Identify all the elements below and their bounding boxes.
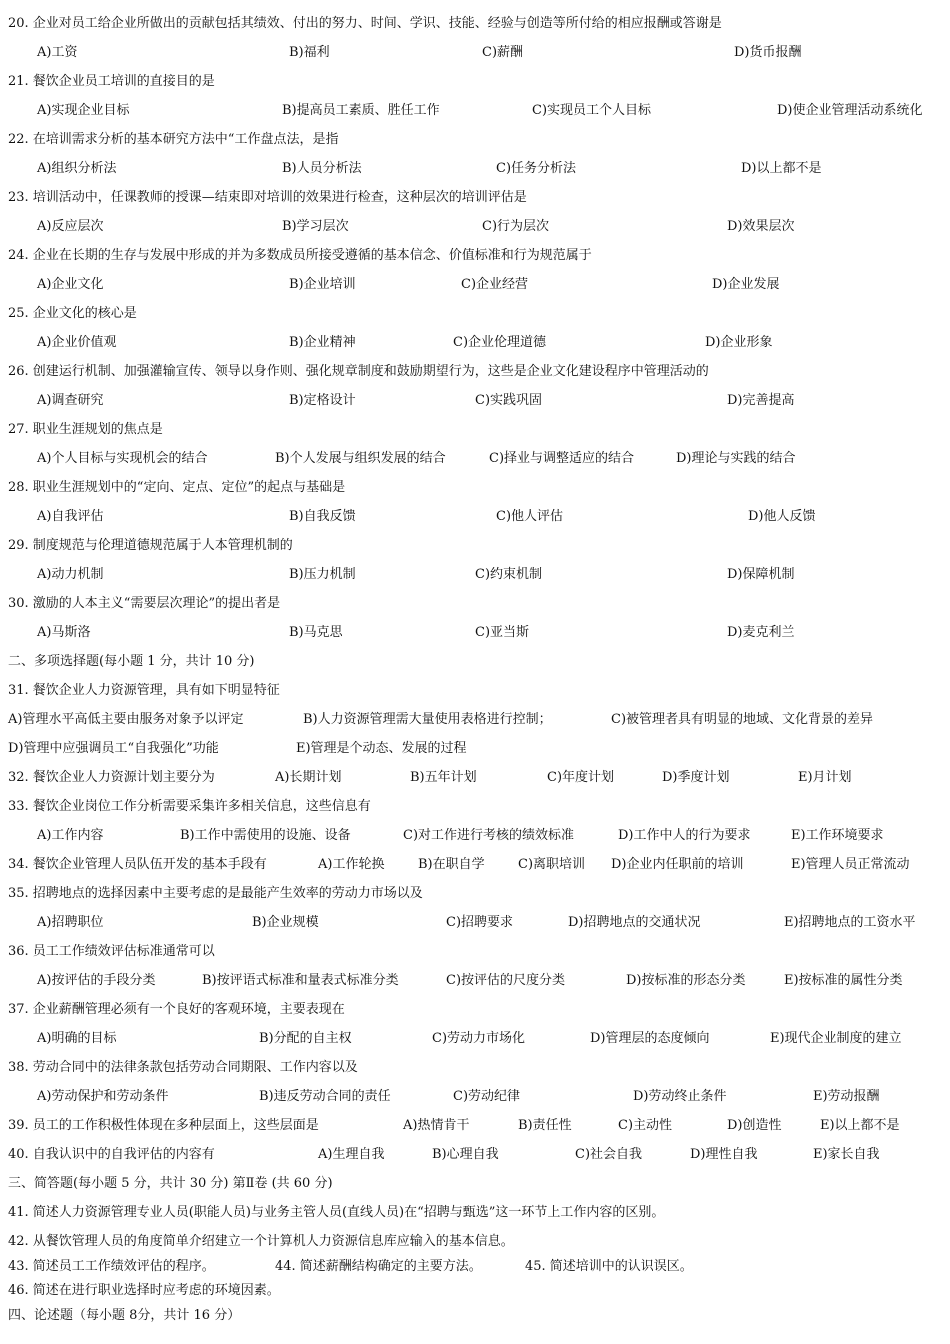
question-44: 44. 简述薪酬结构确定的主要方法。 <box>275 1259 482 1274</box>
question-text: 24. 企业在长期的生存与发展中形成的并为多数成员所接受遵循的基本信念、价值标准和行为规范属于 <box>8 248 592 263</box>
option-a: A)企业文化 <box>37 277 104 292</box>
option-a: A)招聘职位 <box>37 915 104 930</box>
question-text: 22. 在培训需求分析的基本研究方法中“工作盘点法，是指 <box>8 132 339 147</box>
question-text: 34. 餐饮企业管理人员队伍开发的基本手段有 <box>8 857 267 872</box>
question-23 <box>0 188 950 208</box>
option-a: A)生理自我 <box>318 1147 385 1162</box>
question-36-options <box>0 971 950 991</box>
question-27-options <box>0 449 950 469</box>
option-c: C)企业经营 <box>461 277 529 292</box>
section-4-title: 四、论述题（每小题 8分，共计 16 分） <box>8 1308 241 1323</box>
question-37-options <box>0 1029 950 1049</box>
question-28 <box>0 478 950 498</box>
question-text: 35. 招聘地点的选择因素中主要考虑的是最能产生效率的劳动力市场以及 <box>8 886 423 901</box>
option-c: C)劳动纪律 <box>453 1089 521 1104</box>
option-c: C)约束机制 <box>475 567 543 582</box>
question-text: 40. 自我认识中的自我评估的内容有 <box>8 1147 215 1162</box>
question-text: 38. 劳动合同中的法律条款包括劳动合同期限、工作内容以及 <box>8 1060 358 1075</box>
option-d: D)管理中应强调员工“自我强化”功能 <box>8 741 219 756</box>
option-a: A)实现企业目标 <box>37 103 130 118</box>
question-29 <box>0 536 950 556</box>
option-c: C)按评估的尺度分类 <box>446 973 566 988</box>
option-e: E)现代企业制度的建立 <box>770 1031 902 1046</box>
option-e: E)招聘地点的工资水平 <box>784 915 916 930</box>
question-text: 42. 从餐饮管理人员的角度简单介绍建立一个计算机人力资源信息库应输入的基本信息。 <box>8 1234 514 1249</box>
question-26 <box>0 362 950 382</box>
question-42 <box>0 1232 950 1252</box>
option-c: C)主动性 <box>618 1118 673 1133</box>
option-e: E)管理人员正常流动 <box>791 857 910 872</box>
option-e: E)月计划 <box>798 770 852 785</box>
question-20 <box>0 14 950 34</box>
question-36 <box>0 942 950 962</box>
section-heading <box>0 1306 950 1326</box>
option-b: B)学习层次 <box>282 219 349 234</box>
question-20-options <box>0 43 950 63</box>
option-a: A)工资 <box>37 45 78 60</box>
option-c: C)实现员工个人目标 <box>532 103 652 118</box>
question-text: 46. 简述在进行职业选择时应考虑的环境因素。 <box>8 1283 280 1298</box>
option-c: C)企业伦理道德 <box>453 335 547 350</box>
option-b: B)福利 <box>289 45 330 60</box>
question-30 <box>0 594 950 614</box>
question-25 <box>0 304 950 324</box>
option-c: C)招聘要求 <box>446 915 514 930</box>
option-a: A)劳动保护和劳动条件 <box>37 1089 169 1104</box>
question-37 <box>0 1000 950 1020</box>
question-text: 23. 培训活动中，任课教师的授课—结束即对培训的效果进行检查，这种层次的培训评估是 <box>8 190 527 205</box>
question-41 <box>0 1203 950 1223</box>
option-a: A)明确的目标 <box>37 1031 117 1046</box>
question-39 <box>0 1116 950 1136</box>
option-e: E)以上都不是 <box>820 1118 900 1133</box>
question-25-options <box>0 333 950 353</box>
question-21 <box>0 72 950 92</box>
option-c: C)离职培训 <box>518 857 586 872</box>
option-a: A)工作内容 <box>37 828 104 843</box>
option-b: B)违反劳动合同的责任 <box>259 1089 391 1104</box>
question-31-options-row1 <box>0 710 950 730</box>
question-text: 25. 企业文化的核心是 <box>8 306 137 321</box>
option-c: C)被管理者具有明显的地域、文化背景的差异 <box>611 712 874 727</box>
option-a: A)工作轮换 <box>318 857 385 872</box>
question-45: 45. 简述培训中的认识误区。 <box>525 1259 693 1274</box>
question-text: 36. 员工工作绩效评估标准通常可以 <box>8 944 215 959</box>
option-d: D)理论与实践的结合 <box>676 451 796 466</box>
question-22-options <box>0 159 950 179</box>
option-d: D)工作中人的行为要求 <box>618 828 751 843</box>
option-c: C)薪酬 <box>482 45 524 60</box>
question-35-options <box>0 913 950 933</box>
question-text: 39. 员工的工作积极性体现在多种层面上，这些层面是 <box>8 1118 319 1133</box>
question-24 <box>0 246 950 266</box>
question-46 <box>0 1281 950 1301</box>
option-b: B)责任性 <box>518 1118 572 1133</box>
option-d: D)理性自我 <box>690 1147 758 1162</box>
option-c: C)亚当斯 <box>475 625 530 640</box>
question-30-options <box>0 623 950 643</box>
question-text: 21. 餐饮企业员工培训的直接目的是 <box>8 74 215 89</box>
question-31-options-row2 <box>0 739 950 759</box>
option-c: C)年度计划 <box>547 770 615 785</box>
option-d: D)企业形象 <box>705 335 773 350</box>
question-26-options <box>0 391 950 411</box>
option-d: D)招聘地点的交通状况 <box>568 915 701 930</box>
option-c: C)择业与调整适应的结合 <box>489 451 635 466</box>
option-e: E)工作环境要求 <box>791 828 884 843</box>
option-a: A)自我评估 <box>37 509 104 524</box>
option-b: B)定格设计 <box>289 393 356 408</box>
question-38-options <box>0 1087 950 1107</box>
option-c: C)对工作进行考核的绩效标准 <box>403 828 575 843</box>
option-b: B)提高员工素质、胜任工作 <box>282 103 440 118</box>
option-d: D)完善提高 <box>727 393 795 408</box>
question-27 <box>0 420 950 440</box>
option-d: D)劳动终止条件 <box>633 1089 727 1104</box>
option-c: C)他人评估 <box>496 509 564 524</box>
option-e: E)劳动报酬 <box>813 1089 880 1104</box>
section-heading <box>0 652 950 672</box>
option-c: C)行为层次 <box>482 219 550 234</box>
question-24-options <box>0 275 950 295</box>
question-38 <box>0 1058 950 1078</box>
option-d: D)季度计划 <box>662 770 730 785</box>
question-text: 31. 餐饮企业人力资源管理，具有如下明显特征 <box>8 683 280 698</box>
option-b: B)人力资源管理需大量使用表格进行控制； <box>303 712 552 727</box>
option-a: A)管理水平高低主要由服务对象予以评定 <box>8 712 244 727</box>
option-b: B)在职自学 <box>418 857 485 872</box>
option-d: D)货币报酬 <box>734 45 802 60</box>
option-c: C)社会自我 <box>575 1147 643 1162</box>
option-b: B)企业培训 <box>289 277 356 292</box>
option-d: D)使企业管理活动系统化 <box>777 103 923 118</box>
option-c: C)实践巩固 <box>475 393 543 408</box>
option-b: B)企业规模 <box>252 915 319 930</box>
question-40 <box>0 1145 950 1165</box>
questions-43-45 <box>0 1257 950 1277</box>
option-d: D)按标准的形态分类 <box>626 973 746 988</box>
option-b: B)按评语式标准和量表式标准分类 <box>202 973 399 988</box>
question-31 <box>0 681 950 701</box>
option-e: E)家长自我 <box>813 1147 880 1162</box>
option-c: C)劳动力市场化 <box>432 1031 526 1046</box>
question-33-options <box>0 826 950 846</box>
option-e: E)管理是个动态、发展的过程 <box>296 741 467 756</box>
question-text: 29. 制度规范与伦理道德规范属于人本管理机制的 <box>8 538 293 553</box>
option-b: B)压力机制 <box>289 567 356 582</box>
question-text: 41. 简述人力资源管理专业人员(职能人员)与业务主管人员(直线人员)在“招聘与甄选”这一环节上工作内容的区别。 <box>8 1205 665 1220</box>
option-b: B)工作中需使用的设施、设备 <box>180 828 351 843</box>
option-c: C)任务分析法 <box>496 161 577 176</box>
option-d: D)他人反馈 <box>748 509 816 524</box>
section-heading <box>0 1174 950 1194</box>
option-d: D)保障机制 <box>727 567 795 582</box>
question-text: 30. 激励的人本主义“需要层次理论”的提出者是 <box>8 596 281 611</box>
option-b: B)五年计划 <box>410 770 477 785</box>
option-d: D)企业发展 <box>712 277 780 292</box>
option-d: D)效果层次 <box>727 219 795 234</box>
option-a: A)动力机制 <box>37 567 104 582</box>
option-a: A)长期计划 <box>275 770 342 785</box>
option-e: E)按标准的属性分类 <box>784 973 903 988</box>
option-a: A)个人目标与实现机会的结合 <box>37 451 208 466</box>
option-a: A)按评估的手段分类 <box>37 973 156 988</box>
section-2-title: 二、多项选择题(每小题 1 分，共计 10 分) <box>8 654 255 669</box>
question-text: 37. 企业薪酬管理必须有一个良好的客观环境，主要表现在 <box>8 1002 345 1017</box>
question-text: 33. 餐饮企业岗位工作分析需要采集许多相关信息，这些信息有 <box>8 799 371 814</box>
option-d: D)以上都不是 <box>741 161 822 176</box>
option-b: B)个人发展与组织发展的结合 <box>275 451 446 466</box>
option-a: A)反应层次 <box>37 219 104 234</box>
option-d: D)麦克利兰 <box>727 625 795 640</box>
option-b: B)分配的自主权 <box>259 1031 352 1046</box>
question-text: 28. 职业生涯规划中的“定向、定点、定位”的起点与基础是 <box>8 480 346 495</box>
option-a: A)企业价值观 <box>37 335 117 350</box>
question-35 <box>0 884 950 904</box>
option-b: B)企业精神 <box>289 335 356 350</box>
option-b: B)人员分析法 <box>282 161 362 176</box>
question-21-options <box>0 101 950 121</box>
question-22 <box>0 130 950 150</box>
question-43: 43. 简述员工工作绩效评估的程序。 <box>8 1259 215 1274</box>
option-a: A)组织分析法 <box>37 161 117 176</box>
option-a: A)热情肯干 <box>403 1118 470 1133</box>
question-28-options <box>0 507 950 527</box>
question-text: 26. 创建运行机制、加强灌输宣传、领导以身作则、强化规章制度和鼓励期望行为，这些是企业文化建设程序中管理活动的 <box>8 364 709 379</box>
question-33 <box>0 797 950 817</box>
option-b: B)自我反馈 <box>289 509 356 524</box>
question-23-options <box>0 217 950 237</box>
section-3-title: 三、简答题(每小题 5 分，共计 30 分) 第Ⅱ卷 (共 60 分) <box>8 1176 333 1191</box>
question-text: 27. 职业生涯规划的焦点是 <box>8 422 163 437</box>
question-29-options <box>0 565 950 585</box>
option-d: D)企业内任职前的培训 <box>611 857 744 872</box>
option-b: B)马克思 <box>289 625 343 640</box>
question-32 <box>0 768 950 788</box>
option-a: A)调查研究 <box>37 393 104 408</box>
option-a: A)马斯洛 <box>37 625 91 640</box>
option-d: D)管理层的态度倾向 <box>590 1031 710 1046</box>
question-34 <box>0 855 950 875</box>
question-text: 20. 企业对员工给企业所做出的贡献包括其绩效、付出的努力、时间、学识、技能、经验与创造等所付给的相应报酬或答谢是 <box>8 16 722 31</box>
question-text: 32. 餐饮企业人力资源计划主要分为 <box>8 770 215 785</box>
option-d: D)创造性 <box>727 1118 782 1133</box>
option-b: B)心理自我 <box>432 1147 499 1162</box>
